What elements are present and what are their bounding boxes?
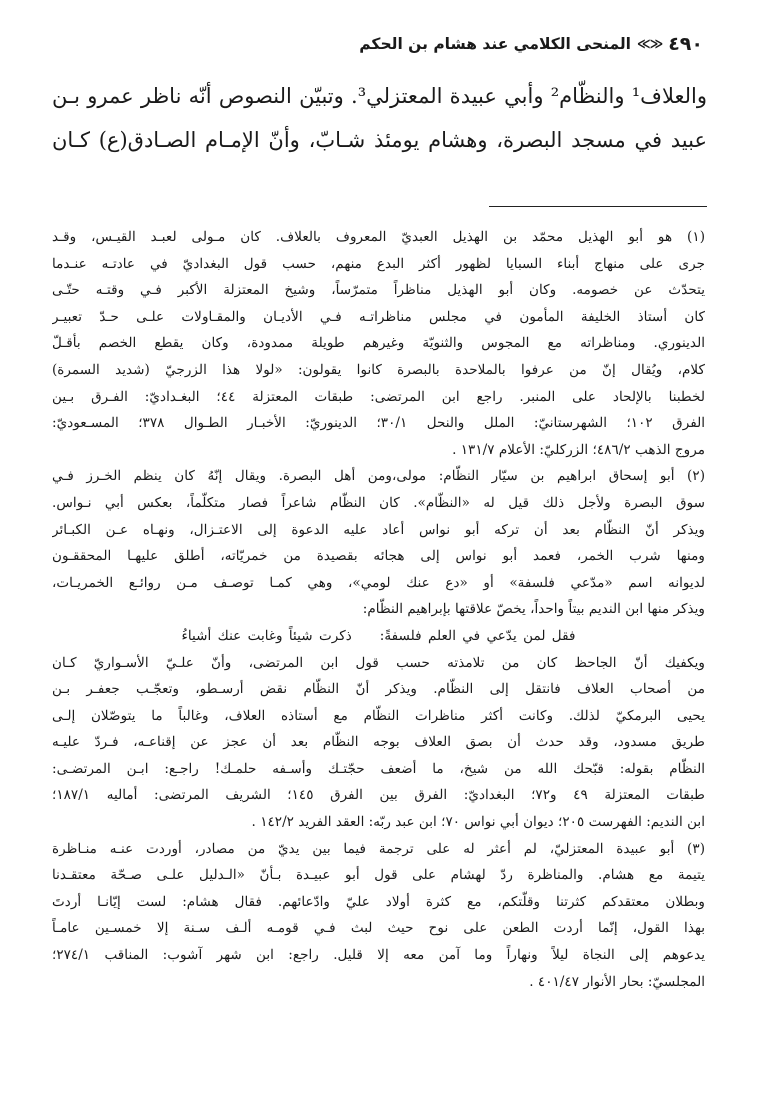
footnote-2-line: لديوانه اسم «مدّعي فلسفة» أو «دع عنك لومي»، وهي كمـا توصـف مـن روائـع الخمريـات، (52, 574, 705, 591)
footnote-2-line: طريق مسدود، وقد حدث أن بصق العلاف بوجه النظّام بعد أن عجز عن إقناعـه، فـردّ عليـه (52, 734, 705, 751)
footnote-1-line: الدينوري. ومناظراته مع المجوس والثنويّة وغيرهم طويلة ممدودة، وكان يقطع الخصم بأقـلّ (52, 335, 705, 352)
header-ornament: ≪≫ (636, 36, 663, 52)
footnotes (52, 224, 705, 995)
footnote-2-line: ويذكر منها ابن النديم بيتاً واحداً، يخصّ علاقتها بإبراهيم النظّام: (362, 601, 705, 618)
footnote-1-line: كلام، ويُقال إنّ من عرفوا بالملاحدة بالبصرة كانوا يقولون: «لولا هذا الزرجيّ (شديد السمرة) (52, 361, 705, 378)
main-text-line: والعلاف¹ والنظّام² وأبي عبيدة المعتزلي³. وتبيّن النصوص أنّه ناظر عمرو بـن (52, 84, 707, 108)
footnote-2-line: من أصحاب العلاف فانتقل إلى النظّام. ويذكر أنّ النظّام نقض أرسـطو، وتعجّـب جعفـر بـن (52, 681, 705, 698)
footnote-1-line: الفرق ١٠٢؛ الشهرستانيّ: الملل والنحل ٣٠/١؛ الدينوريّ: الأخبـار الطـوال ٣٧٨؛ المسـعوديّ: (52, 415, 705, 432)
page-number: ٤٩٠ (668, 33, 703, 55)
footnote-separator (489, 206, 707, 207)
footnote-2-line: ويذكر أنّ النظّام بعد أن تركه أبو نواس أعاد عليه الدعوة إلى الاعتـزال، ونهـاه عـن الكبـائر (52, 521, 705, 538)
poem-verse (52, 623, 705, 650)
footnote-2-line: طبقات المعتزلة ٤٩ و٧٢؛ البغداديّ: الفرق بين الفرق ١٤٥؛ الشريف المرتضى: أماليه ١٨٧/١؛ (52, 787, 705, 804)
footnote-2-line: سوق البصرة ولأجل ذلك قيل له «النظّام». كان النظّام شاعراً فصار متكلّماً، بعكس أبي نـواس. (52, 494, 705, 511)
footnote-2-line: النظّام بقوله: قبّحك الله من شيخ، ما أضعف حجّتـك وأسـفه حلمـك! راجـع: ابـن المرتضـى: (52, 760, 705, 777)
footnote-1-line: يتحدّث عن خصومه. وكان أبو الهذيل مناظراً متمرّساً، وشيخ المعتزلة الأكبر فـي وقتـه حتّـى (52, 282, 705, 299)
footnote-3-line: وبطلان معتقدكم كثرتنا وقلّتكم، مع كثرة أولاد عليّ وادّعائهم. فقال هشام: لست إيّانـا أردتَ (52, 893, 705, 910)
footnote-2-line: ويكفيك أنّ الجاحظ كان من تلامذته حسب قول ابن المرتضى، وأنّ علـيّ الأسـواريّ كـان (52, 654, 705, 671)
footnote-3-line: بهذا القول، إنّما أردت الطعن على نوح حيث لبث فـي قومـه ألـف سـنة إلا خمسـين عامـاً (52, 920, 705, 937)
footnote-2-line: ابن النديم: الفهرست ٢٠٥؛ ديوان أبي نواس ٧٠؛ ابن عبد ربّه: العقد الفريد ١٤٢/٢ . (251, 814, 705, 831)
footnote-1-line: لخطبنا بالإلحاد على المنبر. راجع ابن المرتضى: طبقات المعتزلة ٤٤؛ البغـداديّ: الفـرق بـين (52, 388, 705, 405)
running-header (52, 30, 703, 58)
footnote-3-line: (٣) أبو عبيدة المعتزليّ، لم أعثر له على ترجمة فيما بين يديّ من مصادر، أوردت عنـه منـاظرة (52, 840, 705, 857)
footnote-2-line: يحيى البرمكيّ لذلك. وكانت أكثر مناظرات النظّام مع أستاذه العلاف، وغالباً ما يتوصّلان إلـى (52, 707, 705, 724)
footnote-3-line: يتيمة مع هشام. والمناظرة ردّ لهشام على قول أبو عبيـدة بـأنّ «الـدليل علـى صـحّة معتقـدنا (52, 867, 705, 884)
main-text-line: عبيد في مسجد البصرة، وهشام يومئذ شـابّ، وأنّ الإمـام الصـادق(ع) كـان (52, 128, 707, 152)
poem-second-hemistich: ذكرت شيئاً وغابت عنك أشياءُ (181, 627, 352, 644)
footnote-1-line: كان أستاذ الخليفة المأمون في مجلس مناظراتـه فـي الأديـان والمقـاولات علـى حـدّ تعبيـر (52, 308, 705, 325)
main-text (52, 74, 707, 162)
footnote-3-line: المجلسيّ: بحار الأنوار ٤٠١/٤٧ . (529, 973, 705, 990)
footnote-1-line: (١) هو أبو الهذيل محمّد بن الهذيل العبديّ المعروف بالعلاف. كان مـولى لعبـد القيـس، وقـد (52, 229, 705, 245)
poem-first-hemistich: فقل لمن يدّعي في العلم فلسفةً: (379, 627, 576, 644)
footnote-1-line: مروج الذهب ٤٨٦/٢؛ الزركليّ: الأعلام ١٣١/٧ . (452, 441, 705, 458)
footnote-2-line: (٢) أبو إسحاق ابراهيم بن سيّار النظّام: مولى،ومن أهل البصرة. ويقال إنّهُ كان ينظم الخـرز فـي (52, 468, 705, 485)
footnote-1-line: جرى على منهاج أبناء السبايا لظهور أكثر البدع منهم، حسب قول البغداديّ في عادتـه عنـدما (52, 255, 705, 272)
running-title: المنحى الكلامي عند هشام بن الحكم (359, 35, 631, 53)
footnote-3-line: يدعوهم إلى النجاة ليلاً ونهاراً وما آمن معه إلا قليل. راجع: ابن شهر آشوب: المناقب ٢٧٤/١؛ (52, 947, 705, 964)
footnote-2-line: ومنها شرب الخمر، فعمد أبو نواس إلى هجائه بقصيدة من خمريّاته، أطلق عليهـا المحققـون (52, 548, 705, 565)
